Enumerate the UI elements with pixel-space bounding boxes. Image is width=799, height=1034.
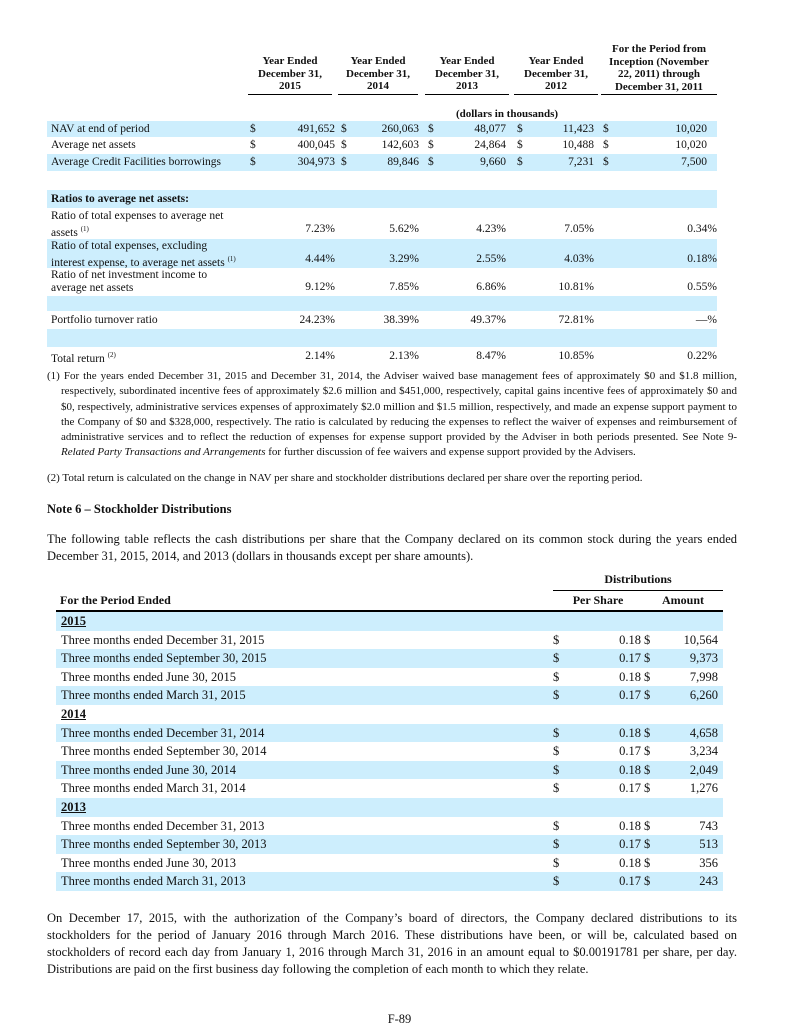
ratios-heading-row (47, 190, 717, 208)
value-2011: 0.55% (687, 281, 717, 293)
value-2011: 0.22% (687, 350, 717, 362)
value-2015: 491,652 (297, 123, 335, 135)
value-2013: 24,864 (474, 139, 506, 151)
closing-paragraph: On December 17, 2015, with the authorization of the Company’s board of directors, the Company declared distributions to its stockholders for the period of January 2016 through March 2016. These distributions have been, or will be, calculated based on stockholders of record each day from January 1, 2016 through March 31, 2016 in an amount equal to $0.00191781 per share, per day. Distributions are paid on the first business day following the completion of each month to which they relate. (47, 911, 737, 976)
currency-symbol: $ (644, 744, 651, 759)
footnote-marker: (1) (47, 370, 60, 382)
value-2014: 3.29% (389, 253, 419, 265)
spacer-row (47, 329, 717, 347)
header-line: 2014 (367, 80, 389, 92)
per-share-value: 0.17 (619, 744, 641, 759)
value-2011: —% (695, 314, 717, 326)
header-line: December 31, 2011 (614, 80, 704, 93)
value-2015: 2.14% (305, 350, 335, 362)
label-line: interest expense, to average net assets (51, 257, 225, 269)
row-label: Average Credit Facilities borrowings (51, 156, 222, 168)
value-2012: 4.03% (564, 253, 594, 265)
amount-value: 3,234 (689, 744, 718, 759)
currency-symbol: $ (553, 632, 560, 647)
currency-symbol: $ (553, 651, 560, 666)
header-line: December 31, (435, 67, 499, 80)
label-line: Ratio of total expenses, excluding (51, 240, 208, 252)
table-row (56, 835, 723, 854)
value-2014: 142,603 (381, 139, 419, 151)
currency-symbol: $ (341, 156, 347, 168)
value-2011: 0.18% (687, 253, 717, 265)
section-title: Note 6 – Stockholder Distributions (47, 502, 232, 516)
amount-value: 513 (699, 837, 718, 852)
spacer-row (47, 296, 717, 311)
period-label: Three months ended March 31, 2013 (61, 874, 246, 889)
currency-symbol: $ (553, 725, 560, 740)
currency-symbol: $ (517, 139, 523, 151)
label-line: Ratio of total expenses to average net (51, 210, 224, 222)
row-label (51, 269, 207, 295)
currency-symbol: $ (553, 781, 560, 796)
year-label: 2014 (61, 707, 86, 721)
currency-symbol: $ (644, 855, 651, 870)
period-label: Three months ended September 30, 2013 (61, 837, 267, 852)
year-group-row (56, 798, 723, 817)
value-2013: 2.55% (476, 253, 506, 265)
row-label (51, 349, 116, 366)
period-label: Three months ended June 30, 2013 (61, 855, 236, 870)
currency-symbol: $ (250, 156, 256, 168)
footnote-text: for further discussion of fee waivers and expense support provided by the Advisers. (265, 446, 636, 459)
column-header-2014 (338, 55, 418, 95)
value-2015: 7.23% (305, 223, 335, 235)
table-row (56, 779, 723, 798)
header-line: December 31, (346, 67, 410, 80)
currency-symbol: $ (603, 139, 609, 151)
value-2015: 304,973 (297, 156, 335, 168)
per-share-column-header: Per Share (572, 593, 624, 607)
header-line: Year Ended (439, 55, 495, 67)
currency-symbol: $ (644, 688, 651, 703)
value-2014: 7.85% (389, 281, 419, 293)
value-2011: 0.34% (687, 223, 717, 235)
ratios-heading: Ratios to average net assets: (51, 193, 189, 205)
row-label: Average net assets (51, 139, 136, 151)
column-header-inception (601, 43, 717, 95)
row-label (51, 240, 236, 270)
label-text: Total return (51, 353, 105, 365)
value-2015: 24.23% (299, 314, 335, 326)
label-line: Ratio of net investment income to (51, 269, 208, 281)
table-row (56, 761, 723, 780)
table-row-ratio-nii (47, 268, 717, 296)
period-label: Three months ended March 31, 2014 (61, 781, 246, 796)
currency-symbol: $ (428, 139, 434, 151)
currency-symbol: $ (644, 632, 651, 647)
amount-value: 9,373 (689, 651, 718, 666)
header-line: 2013 (456, 80, 478, 92)
value-2011: 10,020 (675, 139, 707, 151)
intro-paragraph: The following table reflects the cash distributions per share that the Company declared on its common stock during the years ended December 31, 2015, 2014, and 2013 (dollars in thousands except per share amounts). (47, 532, 737, 563)
currency-symbol: $ (341, 123, 347, 135)
footnote-marker: (2) (47, 472, 60, 484)
amount-value: 10,564 (683, 632, 718, 647)
footnote-1 (47, 369, 737, 461)
period-label: Three months ended December 31, 2013 (61, 818, 265, 833)
per-share-value: 0.17 (619, 837, 641, 852)
table-row (56, 724, 723, 743)
value-2014: 260,063 (381, 123, 419, 135)
amount-value: 4,658 (689, 725, 718, 740)
period-label: Three months ended September 30, 2014 (61, 744, 267, 759)
period-label: Three months ended December 31, 2014 (61, 725, 265, 740)
table-row (56, 668, 723, 687)
table-row (56, 686, 723, 705)
table-row (56, 854, 723, 873)
column-header-2012 (514, 55, 598, 95)
currency-symbol: $ (644, 651, 651, 666)
amount-value: 743 (699, 818, 718, 833)
table-row-total-return (47, 347, 717, 365)
currency-symbol: $ (428, 123, 434, 135)
amount-value: 2,049 (689, 762, 718, 777)
value-2013: 8.47% (476, 350, 506, 362)
table-row-nav (47, 121, 717, 137)
currency-symbol: $ (603, 156, 609, 168)
table-row (56, 872, 723, 891)
per-share-value: 0.18 (619, 818, 641, 833)
units-note: (dollars in thousands) (455, 108, 559, 120)
value-2015: 4.44% (305, 253, 335, 265)
header-line: Inception (November (609, 55, 709, 68)
value-2011: 10,020 (675, 123, 707, 135)
value-2011: 7,500 (681, 156, 707, 168)
per-share-value: 0.18 (619, 762, 641, 777)
value-2012: 10.85% (558, 350, 594, 362)
column-header-2013 (425, 55, 509, 95)
distributions-group-header: Distributions (553, 572, 723, 591)
value-2013: 48,077 (474, 123, 506, 135)
footnote-2 (47, 471, 737, 486)
page-number: F-89 (387, 1012, 412, 1026)
table-row (56, 817, 723, 836)
period-column-header: For the Period Ended (60, 593, 171, 607)
currency-symbol: $ (644, 874, 651, 889)
footnote-text: For the years ended December 31, 2015 and December 31, 2014, the Adviser waived base management fees of approximately $0 and $1.8 million, respectively, subordinated incentive fees of approximately $2.6 million and $451,000, respectively, capital gains incentive fees of approximately $0 and $0, respectively, administrative services expenses of approximately $2.0 million and $1.5 million, respectively, and made an expense support payment to the Company of $0 and $328,000, respectively. The ratio is calculated by reducing the expenses to reflect the waiver of expenses and reimbursement of administrative services and to reflect the reduction of expenses for expense support provided by the Adviser in both periods presented. See Note 9- (61, 370, 737, 444)
row-label: Portfolio turnover ratio (51, 314, 158, 326)
footnote-ref: (2) (107, 351, 116, 359)
value-2013: 9,660 (480, 156, 506, 168)
currency-symbol: $ (428, 156, 434, 168)
value-2012: 72.81% (558, 314, 594, 326)
currency-symbol: $ (644, 837, 651, 852)
currency-symbol: $ (250, 123, 256, 135)
amount-column-header: Amount (661, 593, 704, 607)
period-label: Three months ended March 31, 2015 (61, 688, 246, 703)
amount-value: 6,260 (689, 688, 718, 703)
header-line: Year Ended (528, 55, 584, 67)
per-share-value: 0.17 (619, 651, 641, 666)
per-share-value: 0.17 (619, 688, 641, 703)
period-label: Three months ended September 30, 2015 (61, 651, 267, 666)
footnote-italic-reference: Related Party Transactions and Arrangements (61, 446, 266, 459)
currency-symbol: $ (517, 156, 523, 168)
amount-value: 356 (699, 855, 718, 870)
value-2014: 89,846 (387, 156, 419, 168)
currency-symbol: $ (603, 123, 609, 135)
value-2013: 49.37% (470, 314, 506, 326)
value-2012: 7,231 (568, 156, 594, 168)
currency-symbol: $ (644, 818, 651, 833)
amount-value: 7,998 (689, 669, 718, 684)
header-line: Year Ended (262, 55, 318, 67)
currency-symbol: $ (553, 688, 560, 703)
footnote-ref: (1) (227, 255, 236, 263)
table-row (56, 631, 723, 650)
footnote-ref: (1) (80, 225, 89, 233)
currency-symbol: $ (644, 781, 651, 796)
per-share-value: 0.18 (619, 855, 641, 870)
per-share-value: 0.18 (619, 632, 641, 647)
currency-symbol: $ (553, 744, 560, 759)
currency-symbol: $ (553, 762, 560, 777)
table-row-ratio-excl-interest (47, 239, 717, 268)
header-line: 2012 (545, 80, 567, 92)
value-2012: 10,488 (562, 139, 594, 151)
value-2012: 7.05% (564, 223, 594, 235)
value-2012: 11,423 (562, 123, 594, 135)
year-label: 2013 (61, 800, 86, 814)
currency-symbol: $ (553, 855, 560, 870)
currency-symbol: $ (553, 837, 560, 852)
table-row-turnover (47, 311, 717, 329)
row-label (51, 210, 223, 240)
value-2015: 400,045 (297, 139, 335, 151)
currency-symbol: $ (644, 762, 651, 777)
period-label: Three months ended June 30, 2014 (61, 762, 236, 777)
table-row (56, 649, 723, 668)
currency-symbol: $ (341, 139, 347, 151)
label-line: average net assets (51, 282, 134, 294)
table-row-avg-credit-borrowings (47, 154, 717, 171)
year-label: 2015 (61, 614, 86, 628)
value-2013: 6.86% (476, 281, 506, 293)
currency-symbol: $ (517, 123, 523, 135)
currency-symbol: $ (553, 669, 560, 684)
footnote-text: Total return is calculated on the change in NAV per share and stockholder distributions declared per share over the reporting period. (62, 472, 643, 484)
year-group-row (56, 705, 723, 724)
table-row (56, 742, 723, 761)
table-row-ratio-total-expenses (47, 208, 717, 239)
year-group-row (56, 612, 723, 631)
value-2013: 4.23% (476, 223, 506, 235)
amount-value: 1,276 (689, 781, 718, 796)
header-line: December 31, (258, 67, 322, 80)
label-line: assets (51, 227, 78, 239)
per-share-value: 0.17 (619, 874, 641, 889)
value-2014: 2.13% (389, 350, 419, 362)
value-2014: 38.39% (383, 314, 419, 326)
header-line: 22, 2011) through (617, 68, 700, 80)
period-label: Three months ended June 30, 2015 (61, 669, 236, 684)
currency-symbol: $ (644, 669, 651, 684)
value-2012: 10.81% (558, 281, 594, 293)
currency-symbol: $ (250, 139, 256, 151)
per-share-value: 0.17 (619, 781, 641, 796)
header-line: 2015 (279, 80, 301, 92)
per-share-value: 0.18 (619, 725, 641, 740)
column-header-2015 (248, 55, 332, 95)
header-line: For the Period from (612, 43, 706, 55)
value-2015: 9.12% (305, 281, 335, 293)
currency-symbol: $ (553, 818, 560, 833)
currency-symbol: $ (553, 874, 560, 889)
currency-symbol: $ (644, 725, 651, 740)
header-line: Year Ended (350, 55, 406, 67)
value-2014: 5.62% (389, 223, 419, 235)
amount-value: 243 (699, 874, 718, 889)
per-share-value: 0.18 (619, 669, 641, 684)
header-line: December 31, (524, 67, 588, 80)
period-label: Three months ended December 31, 2015 (61, 632, 265, 647)
table-row-avg-net-assets (47, 137, 717, 154)
row-label: NAV at end of period (51, 123, 150, 135)
